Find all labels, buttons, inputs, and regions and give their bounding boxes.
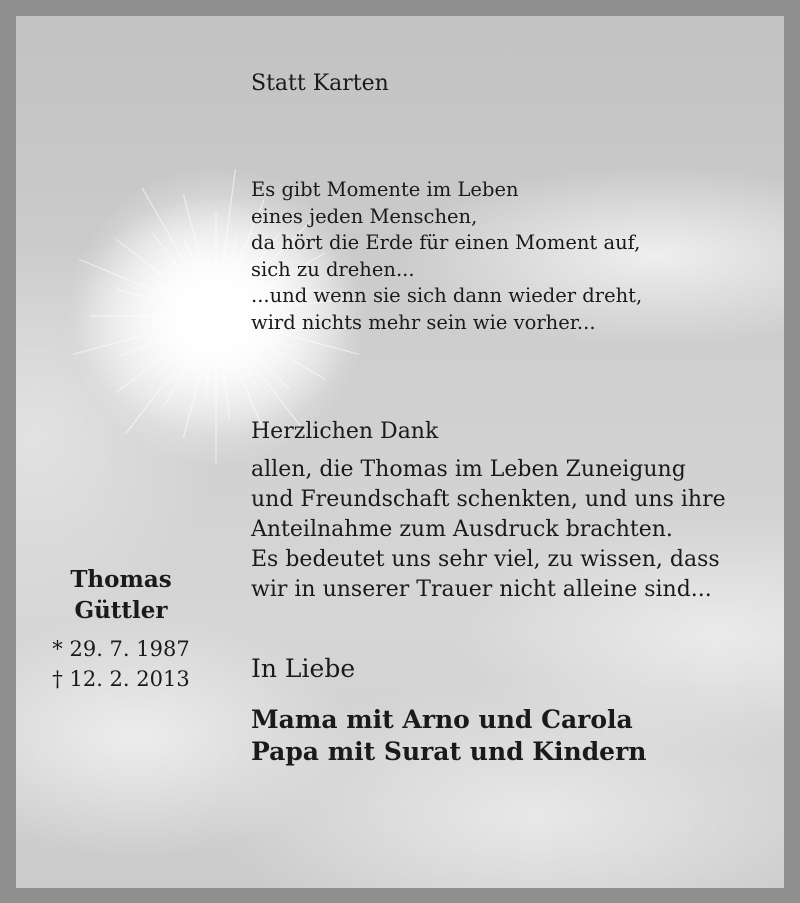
signature-line: Mama mit Arno und Carola xyxy=(251,705,633,734)
thanks-line: Es bedeutet uns sehr viel, zu wissen, dass xyxy=(251,547,720,572)
header-title: Statt Karten xyxy=(251,71,389,96)
poem-line: ...und wenn sie sich dann wieder dreht, xyxy=(251,284,643,307)
obituary-card xyxy=(16,16,784,888)
thanks-line: wir in unserer Trauer nicht alleine sind... xyxy=(251,577,712,602)
poem-line: Es gibt Momente im Leben xyxy=(251,178,519,201)
birth-date: * 29. 7. 1987 xyxy=(52,637,190,661)
closing-greeting: In Liebe xyxy=(251,654,356,683)
thanks-heading: Herzlichen Dank xyxy=(251,419,439,444)
deceased-last-name: Güttler xyxy=(74,597,168,624)
deceased-name xyxy=(16,564,226,626)
signature xyxy=(251,704,646,768)
thanks-line: allen, die Thomas im Leben Zuneigung xyxy=(251,457,686,482)
deceased-info xyxy=(16,564,226,694)
poem xyxy=(251,177,642,336)
poem-line: wird nichts mehr sein wie vorher... xyxy=(251,310,596,334)
poem-line: da hört die Erde für einen Moment auf, xyxy=(251,231,641,254)
poem-line: sich zu drehen... xyxy=(251,257,415,281)
deceased-first-name: Thomas xyxy=(70,566,172,593)
signature-line: Papa mit Surat und Kindern xyxy=(251,737,647,766)
thanks-line: und Freundschaft schenkten, und uns ihre xyxy=(251,487,726,512)
thanks-body xyxy=(251,455,726,605)
death-date: † 12. 2. 2013 xyxy=(52,667,190,691)
poem-line: eines jeden Menschen, xyxy=(251,204,478,228)
deceased-dates xyxy=(16,634,226,694)
thanks-line: Anteilnahme zum Ausdruck brachten. xyxy=(251,517,673,542)
